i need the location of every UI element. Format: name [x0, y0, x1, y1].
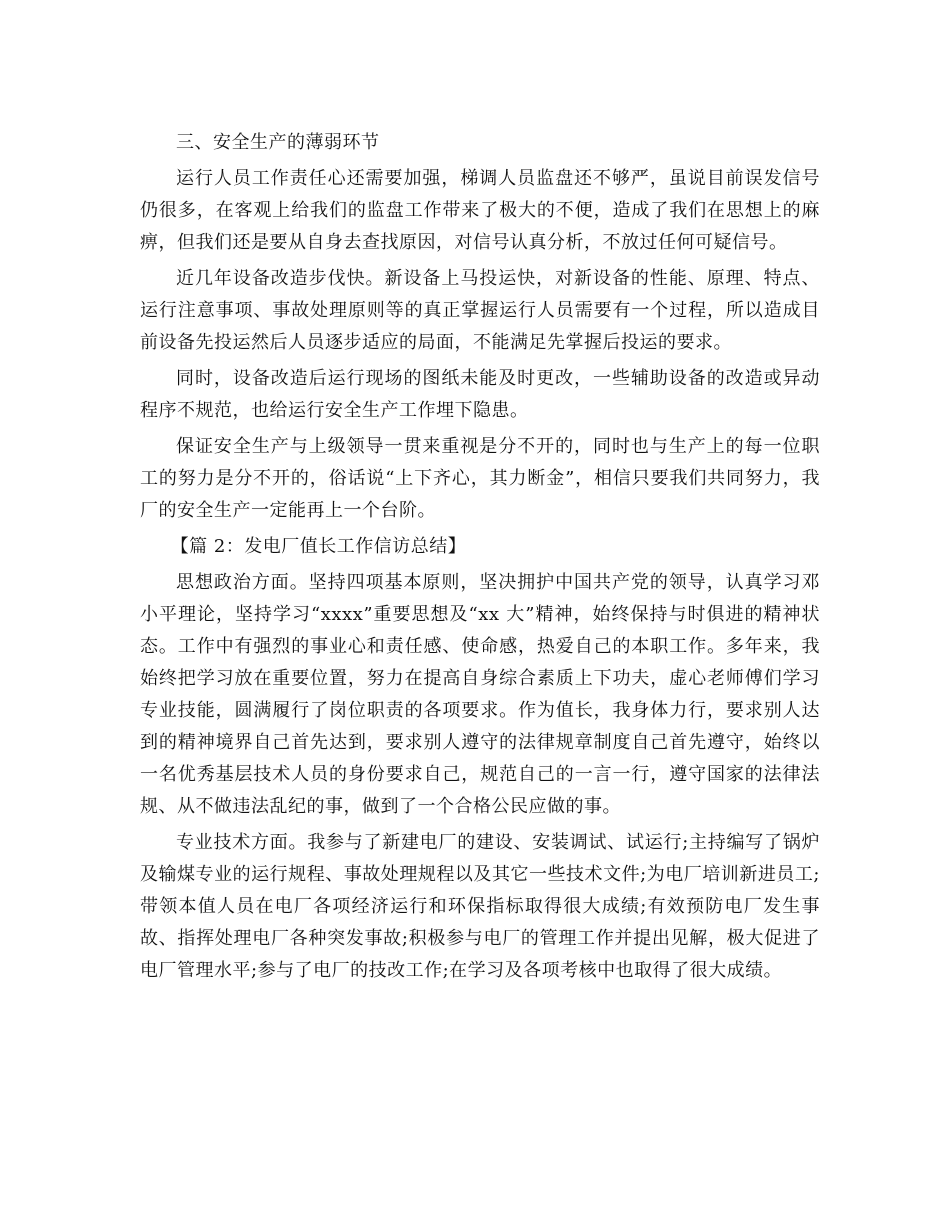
article-title: 【篇 2：发电厂值长工作信访总结】 [170, 536, 467, 557]
paragraph: 同时，设备改造后运行现场的图纸未能及时更改，一些辅助设备的改造或异动程序不规范，也给运行安全生产工作埋下隐患。 [140, 368, 820, 421]
paragraph: 专业技术方面。我参与了新建电厂的建设、安装调试、试运行;主持编写了锅炉及输煤专业的运行规程、事故处理规程以及其它一些技术文件;为电厂培训新进员工;带领本值人员在电厂各项经济运行和环保指标取得很大成绩;有效预防电厂发生事故、指挥处理电厂各种突发事故;积极参与电厂的管理工作并提出见解，极大促进了电厂管理水平;参与了电厂的技改工作;在学习及各项考核中也取得了很大成绩。 [140, 832, 820, 981]
paragraph: 运行人员工作责任心还需要加强，梯调人员监盘还不够严，虽说目前误发信号仍很多，在客观上给我们的监盘工作带来了极大的不便，造成了我们在思想上的麻痹，但我们还是要从自身去查找原因，对信号认真分析，不放过任何可疑信号。 [140, 168, 820, 253]
document-body [140, 127, 820, 991]
paragraph: 保证安全生产与上级领导一贯来重视是分不开的，同时也与生产上的每一位职工的努力是分不开的，俗话说“上下齐心，其力断金”，相信只要我们共同努力，我厂的安全生产一定能再上一个台阶。 [140, 436, 820, 521]
paragraph: 近几年设备改造步伐快。新设备上马投运快，对新设备的性能、原理、特点、运行注意事项、事故处理原则等的真正掌握运行人员需要有一个过程，所以造成目前设备先投运然后人员逐步适应的局面，不能满足先掌握后投运的要求。 [140, 268, 820, 353]
section-heading: 三、安全生产的薄弱环节 [176, 132, 380, 153]
paragraph: 思想政治方面。坚持四项基本原则，坚决拥护中国共产党的领导，认真学习邓小平理论，坚持学习“xxxx”重要思想及“xx 大”精神，始终保持与时俱进的精神状态。工作中有强烈的事业心和责任感、使命感，热爱自己的本职工作。多年来，我始终把学习放在重要位置，努力在提高自身综合素质上下功夫，虚心老师傅们学习专业技能，圆满履行了岗位职责的各项要求。作为值长，我身体力行，要求别人达到的精神境界自己首先达到，要求别人遵守的法律规章制度自己首先遵守，始终以一名优秀基层技术人员的身份要求自己，规范自己的一言一行，遵守国家的法律法规、从不做违法乱纪的事，做到了一个合格公民应做的事。 [140, 572, 820, 817]
